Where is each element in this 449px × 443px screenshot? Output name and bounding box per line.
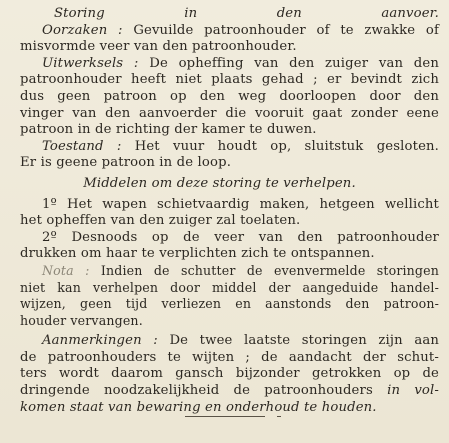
remarks-text-1: De twee laatste storingen zijn aan	[169, 333, 439, 349]
state-text-1: Het vuur houdt op, sluitstuk gesloten.	[134, 138, 440, 154]
causes-text-2: misvormde veer van den patroonhouder.	[20, 39, 297, 55]
closing-rule	[185, 416, 265, 417]
remarks-label: Aanmerkingen :	[42, 333, 158, 349]
causes-text-1: Gevuilde patroonhouder of te zwakke of	[133, 22, 439, 38]
remedy-1-text-1: 1º Het wapen schietvaardig maken, hetgeen wellicht	[42, 196, 439, 212]
effects-label: Uitwerksels :	[42, 55, 139, 71]
effects-text-5: patroon in de richting der kamer te duwen.	[20, 122, 317, 138]
remarks-line-1	[20, 333, 439, 350]
state-line-1	[20, 139, 439, 156]
effects-text-3: dus geen patroon op den weg doorloopen door den	[20, 88, 439, 104]
state-text-2: Er is geene patroon in de loop.	[20, 155, 232, 171]
effects-text-4: vinger van den aanvoerder die vooruit gaat zonder eene	[20, 105, 439, 121]
remarks-text-4-italic: in vol-	[387, 383, 439, 399]
causes-line-1	[20, 23, 439, 40]
remarks-line-4	[20, 383, 439, 400]
causes-label: Oorzaken :	[42, 22, 123, 38]
effects-text-2: patroonhouder heeft niet plaats gehad ; er bevindt zich	[20, 72, 439, 88]
remedies-title: Middelen om deze storing te verhelpen.	[83, 175, 356, 191]
remedy-2-text-2: drukken om haar te verplichten zich te ontspannen.	[20, 246, 375, 262]
remarks-text-5: komen staat van bewaring en onderhoud te houden.	[20, 399, 377, 415]
remarks-text-2: de patroonhouders te wijten ; de aandacht der schut-	[20, 349, 439, 365]
effects-line-1	[20, 56, 439, 73]
note-text-1: Indien de schutter de evenvermelde storingen	[100, 262, 440, 278]
remedy-2-text-1: 2º Desnoods op de veer van den patroonhouder	[42, 229, 439, 245]
note-text-3: wijzen, geen tijd verliezen en aanstonds den patroon-	[20, 296, 439, 312]
note-line-1	[20, 263, 439, 280]
note-label: Nota :	[42, 262, 90, 278]
remedy-1-text-2: het opheffen van den zuiger zal toelaten.	[20, 213, 301, 229]
section-title: Storing in den aanvoer.	[54, 6, 439, 21]
remarks-text-4: dringende noodzakelijkheid de patroonhouders	[20, 383, 373, 399]
remarks-text-3: ters wordt daarom gansch bijzonder getrokken op de	[20, 366, 439, 382]
effects-text-1: De opheffing van den zuiger van den	[149, 55, 439, 71]
note-text-4: houder vervangen.	[20, 312, 143, 328]
note-text-2: niet kan verhelpen door middel der aangeduide handel-	[20, 279, 439, 295]
state-label: Toestand :	[42, 138, 122, 154]
